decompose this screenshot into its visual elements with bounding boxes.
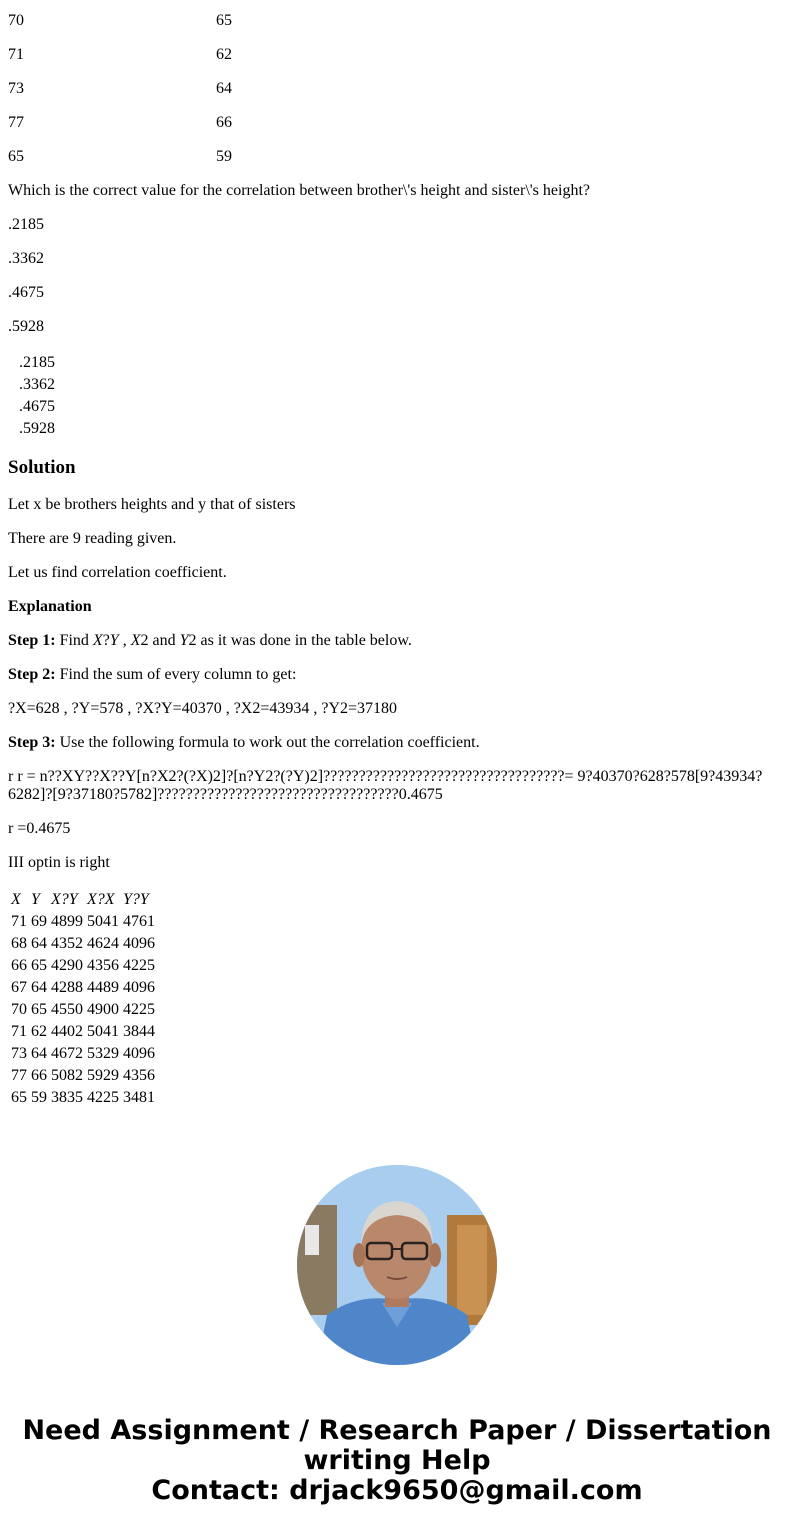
table-cell: 4225 [87, 1089, 119, 1106]
table-cell: 4096 [123, 1045, 155, 1062]
table-row [10, 1000, 156, 1020]
table-cell: 3844 [123, 1023, 155, 1040]
table-cell: 5929 [87, 1067, 119, 1084]
step-1-text: 2 as it was done in the table below. [188, 632, 412, 649]
table-row [10, 978, 156, 998]
column-header: X [11, 891, 21, 908]
brother-height: 71 [8, 46, 24, 63]
table-cell: 71 [11, 913, 27, 930]
brother-height: 77 [8, 114, 24, 131]
step-1-text: Find [55, 632, 93, 649]
table-row [10, 956, 156, 976]
table-cell: 4356 [87, 957, 119, 974]
step-3-text: Use the following formula to work out the correlation coefficient. [55, 734, 480, 751]
table-cell: 3481 [123, 1089, 155, 1106]
table-cell: 4489 [87, 979, 119, 996]
table-row [10, 934, 156, 954]
footer-line: writing Help [303, 1445, 491, 1476]
table-cell: 5082 [51, 1067, 83, 1084]
column-header: Y [31, 891, 40, 908]
pair-row [8, 12, 786, 30]
table-cell: 4900 [87, 1001, 119, 1018]
table-cell: 4290 [51, 957, 83, 974]
table-cell: 4096 [123, 979, 155, 996]
table-cell: 67 [11, 979, 27, 996]
column-header: X?X [87, 891, 115, 908]
table-cell: 4096 [123, 935, 155, 952]
table-cell: 4288 [51, 979, 83, 996]
choice-option[interactable]: .3362 [19, 376, 55, 393]
table-row [10, 1066, 156, 1086]
table-row [10, 1088, 156, 1108]
step-1-text: ? [102, 632, 110, 649]
table-cell: 4352 [51, 935, 83, 952]
solution-line: There are 9 reading given. [8, 530, 177, 547]
pair-row [8, 114, 786, 132]
choice-option[interactable]: .4675 [19, 398, 55, 415]
pair-row [8, 148, 786, 166]
sister-height: 64 [216, 80, 232, 97]
explanation-label: Explanation [8, 598, 92, 615]
sister-height: 65 [216, 12, 232, 29]
column-header: Y?Y [123, 891, 149, 908]
table-cell: 4672 [51, 1045, 83, 1062]
var-x: X [130, 632, 141, 649]
table-body [10, 912, 156, 1108]
table-cell: 65 [31, 1001, 47, 1018]
column-header: X?Y [51, 891, 78, 908]
footer-contact: Contact: drjack9650@gmail.com [151, 1475, 643, 1506]
calculation-table [8, 888, 158, 1110]
answer-option: .2185 [8, 216, 44, 233]
choice-option[interactable]: .5928 [19, 420, 55, 437]
height-pairs [8, 12, 786, 166]
step-1-text: 2 and [140, 632, 180, 649]
table-cell: 70 [11, 1001, 27, 1018]
table-cell: 66 [11, 957, 27, 974]
brother-height: 65 [8, 148, 24, 165]
table-cell: 62 [31, 1023, 47, 1040]
choice-list [8, 352, 786, 440]
correlation-formula: r r = n??XY??X??Y[n?X2?(?X)2]?[n?Y2?(?Y)2]??????????????????????????????????= 9?40370?628?578[9?43934?6282]?[9?37180?5782]??????????????????????????????????0.4675 [8, 768, 763, 803]
brother-height: 73 [8, 80, 24, 97]
step-2-label: Step 2: [8, 666, 56, 683]
table-cell: 3835 [51, 1089, 83, 1106]
answer-statement: III optin is right [8, 854, 110, 871]
pair-row [8, 46, 786, 64]
table-cell: 66 [31, 1067, 47, 1084]
choice-option[interactable]: .2185 [19, 354, 55, 371]
solution-line: Let x be brothers heights and y that of sisters [8, 496, 296, 513]
step-3 [8, 734, 786, 752]
table-cell: 5041 [87, 913, 119, 930]
table-cell: 59 [31, 1089, 47, 1106]
table-cell: 71 [11, 1023, 27, 1040]
table-cell: 4899 [51, 913, 83, 930]
table-cell: 69 [31, 913, 47, 930]
sister-height: 66 [216, 114, 232, 131]
sister-height: 59 [216, 148, 232, 165]
answer-option: .4675 [8, 284, 44, 301]
table-cell: 73 [11, 1045, 27, 1062]
question-text: Which is the correct value for the correlation between brother\'s height and sister\'s height? [8, 182, 590, 199]
table-cell: 4225 [123, 957, 155, 974]
solution-line: Let us find correlation coefficient. [8, 564, 227, 581]
document-page [0, 12, 794, 1110]
footer-banner [0, 1416, 794, 1506]
footer-line: Need Assignment / Research Paper / Dissertation [22, 1415, 772, 1446]
step-1-label: Step 1: [8, 632, 56, 649]
table-cell: 65 [31, 957, 47, 974]
table-cell: 64 [31, 935, 47, 952]
table-cell: 77 [11, 1067, 27, 1084]
answer-options [8, 216, 786, 336]
var-y: Y [179, 632, 189, 649]
table-cell: 64 [31, 1045, 47, 1062]
var-x: X [92, 632, 103, 649]
table-row [10, 912, 156, 932]
table-cell: 5041 [87, 1023, 119, 1040]
var-y: Y [109, 632, 119, 649]
table-cell: 4402 [51, 1023, 83, 1040]
table-cell: 4624 [87, 935, 119, 952]
step-2 [8, 666, 786, 684]
step-3-label: Step 3: [8, 734, 56, 751]
table-cell: 4356 [123, 1067, 155, 1084]
step-1 [8, 632, 786, 650]
table-row [10, 1044, 156, 1064]
table-cell: 64 [31, 979, 47, 996]
column-sums: ?X=628 , ?Y=578 , ?X?Y=40370 , ?X2=43934 , ?Y2=37180 [8, 700, 398, 717]
table-cell: 4550 [51, 1001, 83, 1018]
answer-option: .3362 [8, 250, 44, 267]
brother-height: 70 [8, 12, 24, 29]
table-cell: 4761 [123, 913, 155, 930]
answer-option: .5928 [8, 318, 44, 335]
table-cell: 68 [11, 935, 27, 952]
explanation-heading [8, 598, 786, 616]
table-cell: 65 [11, 1089, 27, 1106]
person-photo-icon [297, 1165, 497, 1365]
table-row [10, 1022, 156, 1042]
table-cell: 4225 [123, 1001, 155, 1018]
solution-heading: Solution [8, 457, 76, 478]
step-2-text: Find the sum of every column to get: [55, 666, 297, 683]
r-value: r =0.4675 [8, 820, 71, 837]
sister-height: 62 [216, 46, 232, 63]
table-header-row [10, 890, 156, 910]
avatar [297, 1165, 497, 1365]
table-cell: 5329 [87, 1045, 119, 1062]
step-1-text: , [118, 632, 131, 649]
pair-row [8, 80, 786, 98]
